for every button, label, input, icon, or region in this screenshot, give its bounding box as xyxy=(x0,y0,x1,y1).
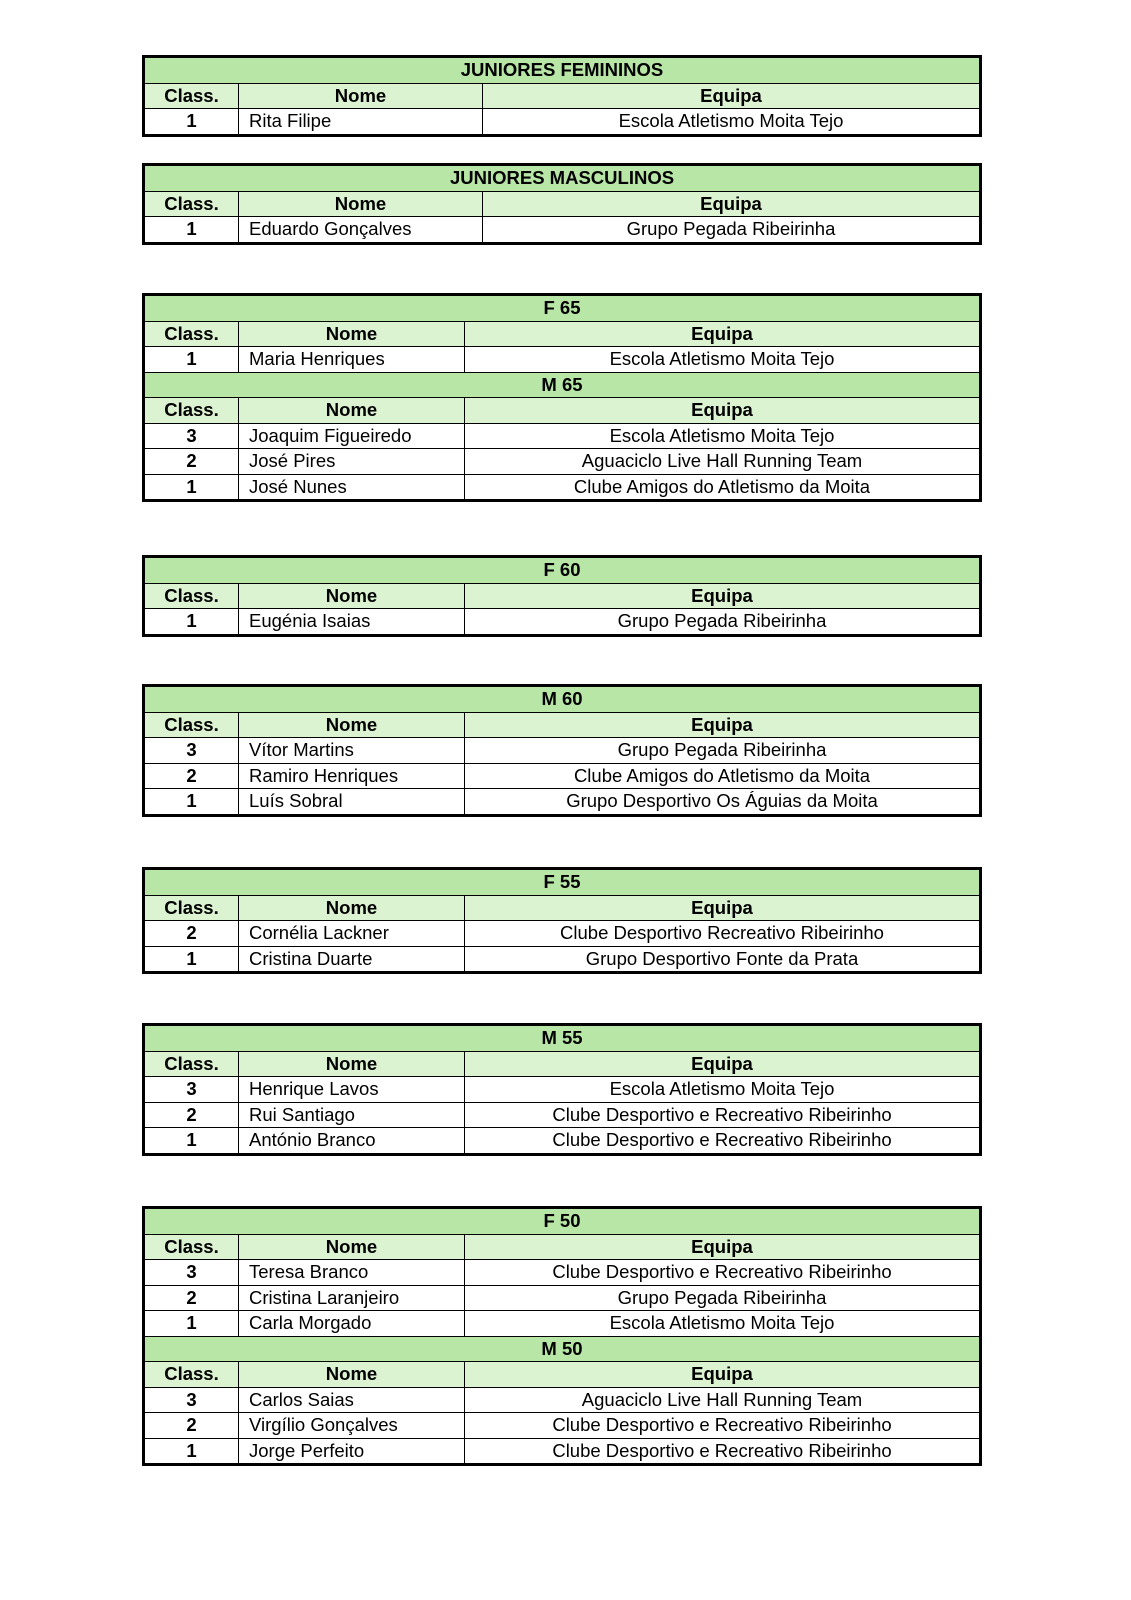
cell-equipa: Clube Desportivo Recreativo Ribeirinho xyxy=(465,921,981,947)
cell-equipa: Grupo Desportivo Fonte da Prata xyxy=(465,946,981,973)
cell-nome: Eduardo Gonçalves xyxy=(239,217,483,244)
results-table xyxy=(142,55,982,137)
category-title: F 55 xyxy=(144,869,981,896)
cell-nome: Vítor Martins xyxy=(239,738,465,764)
cell-nome: António Branco xyxy=(239,1128,465,1155)
table-row xyxy=(144,763,981,789)
cell-equipa: Escola Atletismo Moita Tejo xyxy=(483,109,981,136)
category-title-row xyxy=(144,1336,981,1362)
category-title-row xyxy=(144,57,981,84)
header-nome: Nome xyxy=(239,321,465,347)
cell-nome: Henrique Lavos xyxy=(239,1077,465,1103)
table-row xyxy=(144,946,981,973)
table-row xyxy=(144,1311,981,1337)
table-row xyxy=(144,347,981,373)
table-row xyxy=(144,109,981,136)
results-table xyxy=(142,163,982,245)
table-row xyxy=(144,1438,981,1465)
cell-class: 1 xyxy=(144,347,239,373)
cell-equipa: Escola Atletismo Moita Tejo xyxy=(465,1077,981,1103)
results-table xyxy=(142,684,982,817)
cell-nome: Jorge Perfeito xyxy=(239,1438,465,1465)
cell-class: 1 xyxy=(144,217,239,244)
category-title-row xyxy=(144,1025,981,1052)
header-class: Class. xyxy=(144,583,239,609)
cell-nome: Teresa Branco xyxy=(239,1260,465,1286)
results-table xyxy=(142,1023,982,1156)
cell-nome: Ramiro Henriques xyxy=(239,763,465,789)
column-header-row xyxy=(144,1051,981,1077)
cell-nome: Maria Henriques xyxy=(239,347,465,373)
cell-equipa: Escola Atletismo Moita Tejo xyxy=(465,1311,981,1337)
cell-equipa: Clube Amigos do Atletismo da Moita xyxy=(465,474,981,501)
header-class: Class. xyxy=(144,712,239,738)
column-header-row xyxy=(144,191,981,217)
category-title: JUNIORES MASCULINOS xyxy=(144,165,981,192)
table-row xyxy=(144,609,981,636)
cell-nome: Rui Santiago xyxy=(239,1102,465,1128)
cell-equipa: Grupo Pegada Ribeirinha xyxy=(483,217,981,244)
header-equipa: Equipa xyxy=(483,83,981,109)
category-title: M 50 xyxy=(144,1336,981,1362)
header-nome: Nome xyxy=(239,83,483,109)
header-equipa: Equipa xyxy=(483,191,981,217)
results-table xyxy=(142,867,982,974)
column-header-row xyxy=(144,398,981,424)
cell-equipa: Aguaciclo Live Hall Running Team xyxy=(465,449,981,475)
cell-class: 2 xyxy=(144,763,239,789)
header-class: Class. xyxy=(144,321,239,347)
cell-class: 2 xyxy=(144,921,239,947)
cell-nome: Carla Morgado xyxy=(239,1311,465,1337)
cell-equipa: Grupo Pegada Ribeirinha xyxy=(465,738,981,764)
results-table xyxy=(142,1206,982,1466)
cell-equipa: Clube Desportivo e Recreativo Ribeirinho xyxy=(465,1102,981,1128)
cell-equipa: Aguaciclo Live Hall Running Team xyxy=(465,1387,981,1413)
cell-nome: Cristina Laranjeiro xyxy=(239,1285,465,1311)
header-equipa: Equipa xyxy=(465,1362,981,1388)
cell-class: 3 xyxy=(144,1077,239,1103)
header-class: Class. xyxy=(144,1051,239,1077)
cell-nome: Carlos Saias xyxy=(239,1387,465,1413)
category-title-row xyxy=(144,686,981,713)
table-row xyxy=(144,474,981,501)
header-equipa: Equipa xyxy=(465,712,981,738)
category-title: F 50 xyxy=(144,1208,981,1235)
cell-equipa: Clube Desportivo e Recreativo Ribeirinho xyxy=(465,1260,981,1286)
cell-nome: Eugénia Isaias xyxy=(239,609,465,636)
column-header-row xyxy=(144,1234,981,1260)
table-row xyxy=(144,1102,981,1128)
header-nome: Nome xyxy=(239,583,465,609)
header-equipa: Equipa xyxy=(465,398,981,424)
table-row xyxy=(144,1128,981,1155)
header-nome: Nome xyxy=(239,712,465,738)
cell-nome: José Nunes xyxy=(239,474,465,501)
table-row xyxy=(144,217,981,244)
column-header-row xyxy=(144,712,981,738)
cell-class: 1 xyxy=(144,109,239,136)
cell-equipa: Clube Desportivo e Recreativo Ribeirinho xyxy=(465,1438,981,1465)
cell-class: 2 xyxy=(144,1102,239,1128)
column-header-row xyxy=(144,583,981,609)
table-row xyxy=(144,1260,981,1286)
cell-equipa: Grupo Pegada Ribeirinha xyxy=(465,609,981,636)
table-row xyxy=(144,738,981,764)
column-header-row xyxy=(144,1362,981,1388)
cell-class: 1 xyxy=(144,1311,239,1337)
cell-nome: Luís Sobral xyxy=(239,789,465,816)
cell-class: 1 xyxy=(144,609,239,636)
cell-class: 1 xyxy=(144,1438,239,1465)
header-equipa: Equipa xyxy=(465,1051,981,1077)
table-row xyxy=(144,1285,981,1311)
cell-nome: Rita Filipe xyxy=(239,109,483,136)
header-nome: Nome xyxy=(239,191,483,217)
header-nome: Nome xyxy=(239,1234,465,1260)
category-title: M 60 xyxy=(144,686,981,713)
header-nome: Nome xyxy=(239,398,465,424)
cell-class: 2 xyxy=(144,1413,239,1439)
cell-nome: Cornélia Lackner xyxy=(239,921,465,947)
cell-class: 1 xyxy=(144,946,239,973)
header-equipa: Equipa xyxy=(465,583,981,609)
header-class: Class. xyxy=(144,1234,239,1260)
cell-class: 2 xyxy=(144,449,239,475)
table-row xyxy=(144,423,981,449)
cell-class: 1 xyxy=(144,789,239,816)
column-header-row xyxy=(144,321,981,347)
header-class: Class. xyxy=(144,398,239,424)
header-equipa: Equipa xyxy=(465,321,981,347)
table-row xyxy=(144,1413,981,1439)
results-table xyxy=(142,293,982,502)
category-title: M 55 xyxy=(144,1025,981,1052)
cell-nome: Joaquim Figueiredo xyxy=(239,423,465,449)
cell-class: 1 xyxy=(144,474,239,501)
category-title-row xyxy=(144,165,981,192)
cell-nome: Virgílio Gonçalves xyxy=(239,1413,465,1439)
category-title: M 65 xyxy=(144,372,981,398)
header-class: Class. xyxy=(144,191,239,217)
table-row xyxy=(144,789,981,816)
category-title: JUNIORES FEMININOS xyxy=(144,57,981,84)
table-row xyxy=(144,921,981,947)
header-equipa: Equipa xyxy=(465,895,981,921)
cell-equipa: Grupo Desportivo Os Águias da Moita xyxy=(465,789,981,816)
cell-class: 3 xyxy=(144,423,239,449)
cell-equipa: Escola Atletismo Moita Tejo xyxy=(465,347,981,373)
table-row xyxy=(144,1387,981,1413)
cell-class: 3 xyxy=(144,738,239,764)
cell-equipa: Grupo Pegada Ribeirinha xyxy=(465,1285,981,1311)
header-equipa: Equipa xyxy=(465,1234,981,1260)
category-title-row xyxy=(144,869,981,896)
header-class: Class. xyxy=(144,83,239,109)
cell-nome: José Pires xyxy=(239,449,465,475)
cell-equipa: Clube Amigos do Atletismo da Moita xyxy=(465,763,981,789)
category-title-row xyxy=(144,557,981,584)
cell-class: 2 xyxy=(144,1285,239,1311)
cell-nome: Cristina Duarte xyxy=(239,946,465,973)
cell-class: 3 xyxy=(144,1387,239,1413)
category-title: F 65 xyxy=(144,295,981,322)
column-header-row xyxy=(144,895,981,921)
category-title-row xyxy=(144,295,981,322)
results-table xyxy=(142,555,982,637)
header-class: Class. xyxy=(144,1362,239,1388)
cell-class: 3 xyxy=(144,1260,239,1286)
header-nome: Nome xyxy=(239,1051,465,1077)
cell-equipa: Clube Desportivo e Recreativo Ribeirinho xyxy=(465,1128,981,1155)
category-title: F 60 xyxy=(144,557,981,584)
category-title-row xyxy=(144,372,981,398)
header-class: Class. xyxy=(144,895,239,921)
cell-equipa: Escola Atletismo Moita Tejo xyxy=(465,423,981,449)
table-row xyxy=(144,1077,981,1103)
header-nome: Nome xyxy=(239,895,465,921)
table-row xyxy=(144,449,981,475)
cell-class: 1 xyxy=(144,1128,239,1155)
column-header-row xyxy=(144,83,981,109)
header-nome: Nome xyxy=(239,1362,465,1388)
cell-equipa: Clube Desportivo e Recreativo Ribeirinho xyxy=(465,1413,981,1439)
category-title-row xyxy=(144,1208,981,1235)
